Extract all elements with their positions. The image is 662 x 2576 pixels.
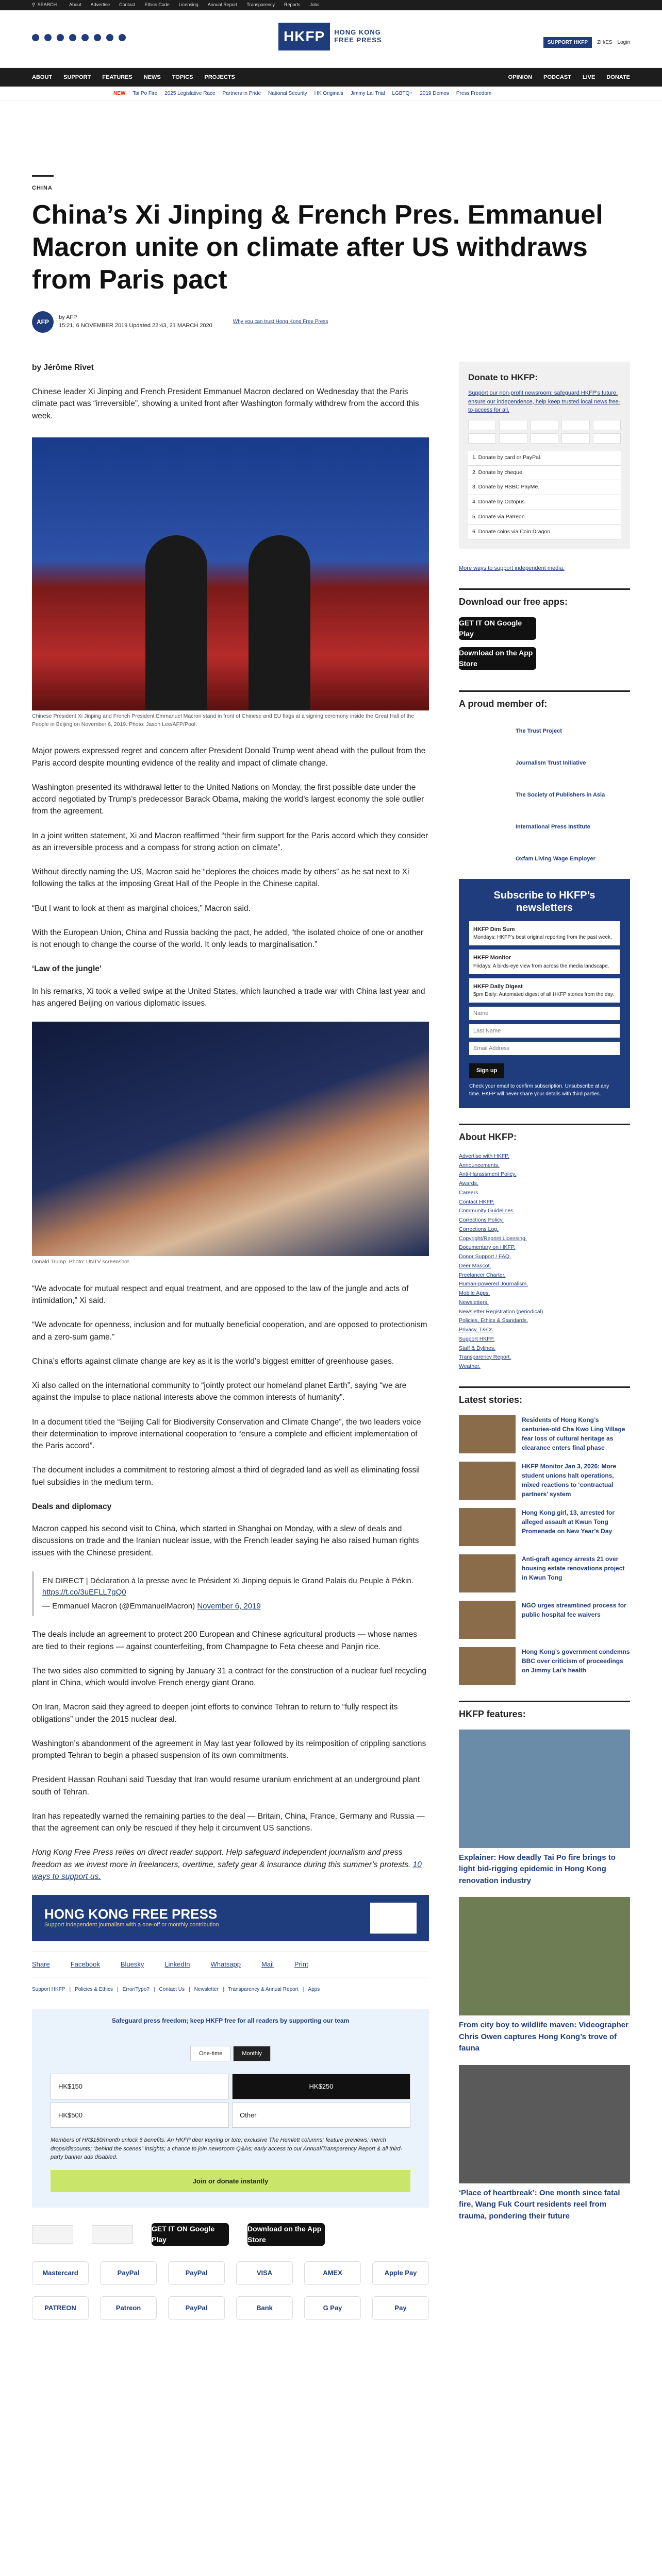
appeal-link[interactable]: 10 ways to support us. [32,1860,422,1881]
paragraph: The two sides also committed to signing by January 31 a contract for the construction of a nuclear fuel recycling plant in China, which would involve French energy giant Orano. [32,1666,427,1688]
rss-icon[interactable] [119,34,126,41]
about-links [459,1153,630,1371]
story-thumbnail [459,1647,516,1685]
tweet-text: EN DIRECT | Déclaration à la presse avec le Président Xi Jinping depuis le Grand Palais du Peuple à Pékin. [42,1576,413,1585]
payment-logos [468,420,621,444]
about-link[interactable]: Support HKFP. [459,1335,495,1342]
paragraph: In a document titled the “Beijing Call for Biodiversity Conservation and Climate Change”, the two leaders voice their determination to improve international cooperation to “ensure a complete and efficient implementation of the Paris accord”. [32,1417,421,1451]
option-desc: Mondays: HKFP’s best original reporting from the past week. [473,935,612,941]
footer-badges [32,2223,429,2246]
story-title: Anti-graft agency arrests 21 over housing estate renovations project in Kwun Tong [522,1555,625,1581]
newsletter-title: Subscribe to HKFP’s newsletters [493,889,595,913]
top-bar [0,0,662,10]
sidebar [459,362,630,2341]
page-wrap [32,175,630,2341]
freq-one-time[interactable]: One-time [190,2046,231,2062]
trust-link[interactable]: Why you can trust Hong Kong Free Press [233,319,328,325]
app-store-badge[interactable]: Download on the App Store [459,647,536,670]
donate-option[interactable]: 4. Donate by Octopus. [468,495,621,510]
support-button[interactable]: SUPPORT HKFP [543,37,592,48]
newsletter-option[interactable] [469,950,620,974]
about-link[interactable]: Careers. [459,1189,480,1196]
nav-item[interactable]: NEWS [143,74,161,80]
option-name: HKFP Dim Sum [473,926,515,933]
payment-logo[interactable] [593,433,621,444]
donate-option[interactable]: 2. Donate by cheque. [468,466,621,481]
about-link[interactable]: Transparency Report. [459,1354,511,1361]
patreon-icon[interactable]: Patreon [100,2296,157,2320]
paragraph: The deals include an agreement to protect 200 European and Chinese agricultural products — whose names are tied to their regions — against counterfeiting, from Champagne to Feta cheese and Panjin rice. [32,1630,418,1651]
story-title: NGO urges streamlined process for public hospital fee waivers [522,1601,626,1618]
option-desc: Fridays: A birds-eye view from across the media landscape. [473,963,609,969]
amount-option[interactable]: HK$250 [232,2074,410,2099]
story-title: Hong Kong’s government condemns BBC over criticism of proceedings on Jimmy Lai’s health [522,1648,630,1674]
last-name-field[interactable] [469,1024,620,1038]
newsletter-option[interactable] [469,978,620,1003]
category-kicker[interactable]: CHINA [32,175,54,193]
jti-logo [92,2225,133,2244]
freq-monthly[interactable]: Monthly [233,2046,271,2062]
story-item[interactable] [459,1554,630,1592]
tweet-date[interactable]: November 6, 2019 [197,1601,261,1611]
trending-item[interactable]: Jimmy Lai Trial [350,91,385,96]
topbar-link[interactable]: Reports [284,2,301,8]
payment-logo[interactable] [531,420,558,430]
paragraph: Chinese leader Xi Jinping and French President Emmanuel Macron declared on Wednesday that the Paris climate pact was “irreversible”, showing a united front after Washington formally withdrew from the accord this week. [32,387,419,420]
about-link[interactable]: Weather. [459,1363,481,1370]
paypal-icon[interactable]: PayPal [168,2261,225,2285]
nav-item[interactable]: FEATURES [102,74,133,80]
site-header [0,10,662,68]
paypal-icon[interactable]: PayPal [168,2296,225,2320]
about-link[interactable]: Community Guidelines. [459,1208,515,1214]
story-thumbnail [459,1554,516,1592]
article-photo [32,1022,429,1256]
payment-logo[interactable] [561,433,589,444]
photo-caption: Donald Trump. Photo: UNTV screenshot. [32,1259,130,1265]
apple-pay-icon[interactable]: Apple Pay [372,2261,429,2285]
footer-link[interactable]: Error/Typo? [122,1986,150,1992]
google-play-badge[interactable]: GET IT ON Google Play [459,617,536,640]
story-thumbnail [459,1601,516,1639]
frequency-toggle [51,2046,410,2062]
appeal-text: Hong Kong Free Press relies on direct reader support. Help safeguard independent journalism and press freedom as we invest more in freelancers, overtime, safety gear & insurance during this summer’s protests. [32,1848,411,1869]
about-link[interactable]: Newsletters. [459,1299,489,1306]
about-heading: About HKFP: [459,1124,630,1144]
about-link[interactable]: Documentary on HKFP. [459,1244,516,1251]
feature-image [459,1730,630,1848]
footer-link[interactable]: Newsletter [194,1986,219,1992]
topbar-link[interactable]: About [69,2,81,8]
paragraph: The document includes a commitment to restoring almost a third of degraded land as well as eliminating fossil fuel subsidies in the medium term. [32,1466,420,1487]
photo-caption: Chinese President Xi Jinping and French President Emmanuel Macron stand in front of Chinese and EU flags at a signing ceremony inside the Great Hall of the People in Beijing on November 6, 2019. Photo: Jason Lee/AFP/Pool. [32,713,415,727]
banner-sub: Support independent journalism with a one-off or monthly contribution [44,1921,219,1928]
payment-logo[interactable] [499,433,527,444]
banner-text [44,1907,219,1929]
membership-note: Members of HK$150/month unlock 6 benefits: An HKFP deer keyring or tote; exclusive The Hemlett columns; feature previews; merch drops/discounts; “behind the scenes” insights; a chance to join newsroom Q&As; early access to our Annual/Transparency Report & all third-party banner ads disabled. [51,2137,403,2161]
instagram-icon[interactable] [57,34,64,41]
trending-item[interactable]: HK Originals [314,91,343,96]
amount-option[interactable]: HK$150 [51,2074,229,2099]
about-link[interactable]: Newsletter Registration (periodical). [459,1308,545,1315]
youtube-icon[interactable] [69,34,76,41]
about-link[interactable]: Announcements. [459,1162,500,1168]
nav-item[interactable]: SUPPORT [63,74,91,80]
paragraph: Macron capped his second visit to China, which started in Shanghai on Monday, with a slew of deals and discussions on trade and the Iranian nuclear issue, with the French leader saying he also raised human rights issues with the Chinese president. [32,1524,419,1557]
newsletter-option[interactable] [469,921,620,946]
search-icon: ⚲ [32,2,36,8]
about-link[interactable]: Privacy, T&Cs. [459,1327,494,1333]
feature-item[interactable] [459,1897,630,2055]
nav-right [508,73,630,82]
paragraph: In his remarks, Xi took a veiled swipe at the United States, which launched a trade war with China last year and has angered Beijing on various diplomatic issues. [32,987,425,1008]
share-link[interactable]: Share [32,1960,50,1969]
feature-title: ‘Place of heartbreak’: One month since fatal fire, Wang Fuk Court residents reel from trauma, pondering their future [459,2188,620,2221]
linkedin-icon[interactable] [106,34,113,41]
paragraph: In a joint written statement, Xi and Macron reaffirmed “their firm support for the Paris accord which they consider as an irreversible process and a compass for strong action on climate”. [32,831,428,852]
share-bluesky[interactable]: Bluesky [120,1960,144,1969]
about-link[interactable]: Human-powered Journalism. [459,1281,528,1287]
member-logo[interactable]: International Press Institute [516,823,590,830]
nav-item[interactable]: ABOUT [32,74,53,80]
paragraph: Washington presented its withdrawal letter to the United Nations on Monday, the first possible date under the accord negotiated by Trump’s predecessor Barack Obama, making the world’s largest economy the sole outlier from the agreement. [32,783,424,816]
topbar-link[interactable]: Annual Report [207,2,238,8]
feature-image [459,2065,630,2183]
story-item[interactable] [459,1601,630,1639]
option-name: HKFP Monitor [473,955,511,961]
trending-item[interactable]: 2025 Legislative Race [164,91,216,96]
share-bar [32,1952,429,1977]
paragraph: “We advocate for openness, inclusion and for mutually beneficial cooperation, and are opposed to protectionism and a zero-sum game.” [32,1320,427,1342]
embedded-tweet [32,1571,429,1617]
login-link[interactable]: Login [617,40,630,45]
donate-option[interactable]: 1. Donate by card or PayPal. [468,451,621,466]
amount-option[interactable]: Other [232,2103,410,2128]
subheading: Deals and diplomacy [32,1502,112,1511]
nav-item[interactable]: PODCAST [543,74,571,80]
member-heading: A proud member of: [459,690,630,711]
newsletter-fineprint: Check your email to confirm subscription. Unsubscribe at any time. HKFP will never share your details with third parties. [469,1083,609,1097]
footer-link[interactable]: Apps [308,1986,320,1992]
paragraph: “But I want to look at them as marginal choices,” Macron said. [32,904,251,913]
qr-code-icon [370,1903,417,1934]
site-logo[interactable] [278,23,382,50]
share-facebook[interactable]: Facebook [70,1960,100,1969]
story-thumbnail [459,1508,516,1546]
logo-mark: HKFP [278,23,330,50]
about-link[interactable]: Corrections Policy. [459,1217,504,1224]
share-mail[interactable]: Mail [261,1960,274,1969]
byline-meta [59,314,212,330]
donate-button[interactable]: Join or donate instantly [51,2170,410,2193]
amex-icon[interactable]: AMEX [304,2261,361,2285]
byline [32,311,630,333]
newsletter-box [459,879,630,1108]
paragraph: “We advocate for mutual respect and equal treatment, and are opposed to the law of the jungle and acts of intimidation,” Xi said. [32,1284,409,1306]
member-logo[interactable]: The Society of Publishers in Asia [516,791,605,798]
article-title: China’s Xi Jinping & French Pres. Emmanuel Macron unite on climate after US withdraws from Paris pact [32,199,603,295]
support-appeal [32,1846,429,1883]
story-title: Residents of Hong Kong’s centuries-old Cha Kwo Ling Village fear loss of cultural heritage as clearance enters final phase [522,1416,625,1451]
nav-item[interactable]: DONATE [606,74,630,80]
avatar: AFP [32,311,54,333]
tweet-author: — Emmanuel Macron (@EmmanuelMacron) [42,1601,195,1611]
search-button[interactable] [32,2,57,9]
facebook-icon[interactable] [44,34,52,41]
app-badges [459,617,630,670]
topbar-link[interactable]: Licensing [178,2,198,8]
bank-icon[interactable]: Bank [236,2296,293,2320]
banner-title: HONG KONG FREE PRESS [44,1906,218,1922]
about-link[interactable]: Mobile Apps. [459,1290,490,1297]
article-photo [32,437,429,710]
nav-item[interactable]: LIVE [582,74,595,80]
header-actions [543,37,630,48]
story-item[interactable] [459,1647,630,1685]
trending-item[interactable]: National Security [268,91,307,96]
footer-link[interactable]: Transparency & Annual Report [228,1986,299,1992]
feature-title: From city boy to wildlife maven: Videographer Chris Owen captures Hong Kong’s trove of fauna [459,2021,628,2053]
nav-item[interactable]: OPINION [508,74,533,80]
paragraph: Major powers expressed regret and concern after President Donald Trump went ahead with the pullout from the Paris accord despite mounting evidence of the reality and impact of climate change. [32,747,426,768]
donation-widget [32,2009,429,2208]
signup-button[interactable]: Sign up [469,1063,504,1078]
email-field[interactable] [469,1042,620,1055]
mastercard-icon[interactable]: Mastercard [32,2261,89,2285]
footer-link[interactable]: Support HKFP [32,1986,65,1992]
story-item[interactable] [459,1508,630,1546]
language-switch[interactable]: ZH/ES [597,40,613,45]
trending-bar [0,87,662,101]
support-banner[interactable] [32,1895,429,1941]
latest-stories [459,1415,630,1685]
feature-item[interactable] [459,1730,630,1887]
payment-logo[interactable] [499,420,527,430]
donate-option[interactable]: 5. Donate via Patreon. [468,510,621,525]
topbar-link[interactable]: Contact [119,2,136,8]
member-logos [459,719,630,871]
about-link[interactable]: Deer Mascot. [459,1262,491,1269]
amount-option[interactable]: HK$500 [51,2103,229,2128]
paragraph: Xi also called on the international community to “jointly protect our homeland planet Earth”, saying “we are against the impulse to place national interests above the common interests of humanity”. [32,1381,407,1402]
share-linkedin[interactable]: LinkedIn [164,1960,190,1969]
donate-option[interactable]: 3. Donate by HSBC PayMe. [468,480,621,495]
trending-item[interactable]: Partners in Pride [222,91,261,96]
feature-title: Explainer: How deadly Tai Po fire brings to light bid-rigging epidemic in Hong Kong renovation industry [459,1853,616,1885]
about-link[interactable]: Corrections Log. [459,1226,499,1232]
paragraph: President Hassan Rouhani said Tuesday that Iran would resume uranium enrichment at an underground plant south of Tehran. [32,1775,420,1797]
name-field[interactable] [469,1007,620,1020]
payment-logo[interactable] [593,420,621,430]
about-link[interactable]: Copyright/Reprint Licensing. [459,1235,527,1242]
trending-item[interactable]: LGBTQ+ [392,91,413,96]
paragraph: Washington’s abandonment of the agreement in May last year followed by its reimposition of crippling sanctions prompted Tehran to begin a phased suspension of its own commitments. [32,1739,426,1760]
content-columns [32,362,630,2341]
story-title: HKFP Monitor Jan 3, 2026: More student unions halt operations, mixed reactions to ‘contractual partners’ system [522,1462,617,1498]
footer-link[interactable]: Policies & Ethics [75,1986,113,1992]
payment-methods [32,2261,429,2320]
feature-image [459,1897,630,2015]
payment-logo[interactable] [468,420,496,430]
paypal-icon[interactable]: PayPal [100,2261,157,2285]
payment-logo[interactable] [531,433,558,444]
donation-heading: Safeguard press freedom; keep HKFP free for all readers by supporting our team [111,2016,350,2024]
google-play-badge[interactable]: GET IT ON Google Play [152,2223,229,2246]
article-footer-links: Support HKFP | Policies & Ethics | Error/Typo? | Contact Us | Newsletter | Transparency & Annual Report | Apps [32,1986,320,1992]
donate-text[interactable]: Support our non-profit newsroom: safeguard HKFP’s future, ensure our independence, help keep trusted local news free-to-access for all. [468,390,621,414]
byline-dates: 15:21, 6 NOVEMBER 2019 Updated 22:43, 21 MARCH 2020 [59,322,212,329]
tweet-link[interactable]: https://t.co/3uEFLL7gQ0 [42,1588,126,1597]
threads-icon[interactable] [81,34,89,41]
story-item[interactable] [459,1415,630,1453]
about-link[interactable]: Staff & Bylines. [459,1345,496,1351]
search-label: SEARCH [37,2,57,8]
footer-link[interactable]: Contact Us [159,1986,185,1992]
amount-options [51,2074,410,2128]
byline-author[interactable]: by AFP [59,314,77,321]
nav-item[interactable]: PROJECTS [204,74,235,80]
trending-item[interactable]: Tai Po Fire [133,91,158,96]
share-whatsapp[interactable]: Whatsapp [210,1960,241,1969]
paragraph: Iran has repeatedly warned the remaining parties to the deal — Britain, China, France, Germany and Russia — that the agreement can only be rescued if they help it circumvent US sanctions. [32,1811,425,1833]
main-nav [0,68,662,87]
story-item[interactable] [459,1462,630,1500]
more-ways-link[interactable]: More ways to support independent media. [459,565,565,572]
paragraph: With the European Union, China and Russia backing the pact, he added, “the isolated choice of one or another is not enough to change the course of the world. It only leads to marginalisation.” [32,928,424,950]
bluesky-icon[interactable] [94,34,101,41]
payment-logo[interactable] [561,420,589,430]
about-link[interactable]: Awards. [459,1180,478,1187]
google-pay-icon[interactable]: G Pay [304,2296,361,2320]
topbar-link[interactable]: Advertise [90,2,110,8]
visa-icon[interactable]: VISA [236,2261,293,2285]
logo-text [334,29,382,44]
pay-icon[interactable]: Pay [372,2296,429,2320]
share-print[interactable]: Print [294,1960,308,1969]
donate-options [468,451,621,540]
member-logo[interactable]: The Trust Project [516,727,562,734]
about-link[interactable]: Advertise with HKFP. [459,1153,509,1159]
story-thumbnail [459,1462,516,1500]
trending-item[interactable]: Press Freedom [456,91,492,96]
member-logo[interactable]: Journalism Trust Initiative [516,759,586,766]
trust-project-logo [32,2225,73,2244]
social-icons [32,34,126,41]
apps-heading: Download our free apps: [459,588,630,609]
person-figure [249,535,310,710]
trending-label: NEW [113,91,126,96]
donate-title: Donate to HKFP: [468,372,538,382]
trending-item[interactable]: 2019 Demos [420,91,449,96]
feature-item[interactable] [459,2065,630,2223]
story-thumbnail [459,1415,516,1453]
paragraph: China’s efforts against climate change are key as it is the world’s biggest emitter of greenhouse gases. [32,1357,394,1366]
story-title: Hong Kong girl, 13, arrested for alleged assault at Kwun Tong Promenade on New Year’s Day [522,1509,615,1535]
about-link[interactable]: Anti-Harassment Policy. [459,1171,517,1178]
nav-item[interactable]: TOPICS [172,74,193,80]
about-link[interactable]: Contact HKFP. [459,1198,494,1205]
member-logo[interactable]: Oxfam Living Wage Employer [516,855,595,862]
person-figure [145,535,207,710]
article-author: by Jérôme Rivet [32,363,94,372]
option-desc: 5pm Daily: Automated digest of all HKFP stories from the day. [473,992,615,998]
paragraph: On Iran, Macron said they agreed to deepen joint efforts to convince Tehran to return to “fully respect its obligations” under the 2015 nuclear deal. [32,1703,398,1724]
about-link[interactable]: Donor Support / FAQ. [459,1253,511,1260]
features-heading: HKFP features: [459,1701,630,1721]
topbar-link[interactable]: Transparency [246,2,275,8]
logo-line: HONG KONG [334,28,381,37]
option-name: HKFP Daily Digest [473,983,523,990]
donate-option[interactable]: 6. Donate coins via Coin Dragon. [468,525,621,540]
logo-line: FREE PRESS [334,36,382,44]
about-link[interactable]: Policies, Ethics & Standards. [459,1317,528,1324]
paragraph: Without directly naming the US, Macron said he “deplores the choices made by others” as he sat next to Xi following the talks at the imposing Great Hall of the People in the Chinese capital. [32,868,409,889]
donate-card [459,362,630,549]
x-icon[interactable] [32,34,39,41]
topbar-link[interactable]: Jobs [309,2,320,8]
topbar-link[interactable]: Ethics Code [144,2,170,8]
payment-logo[interactable] [468,433,496,444]
app-store-badge[interactable]: Download on the App Store [247,2223,325,2246]
about-link[interactable]: Freelancer Charter. [459,1272,506,1278]
patreon-icon[interactable]: PATREON [32,2296,89,2320]
subheading: ‘Law of the jungle’ [32,964,102,974]
latest-heading: Latest stories: [459,1386,630,1407]
article-body [32,362,429,2341]
